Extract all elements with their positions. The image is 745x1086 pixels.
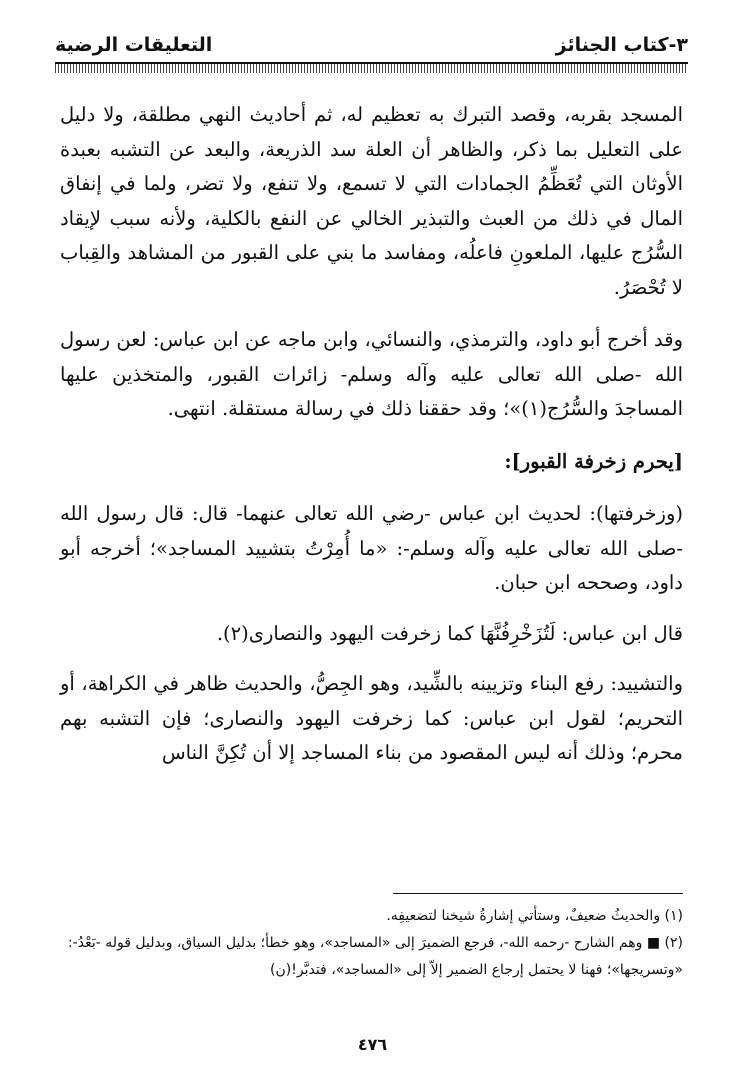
page-number: ٤٧٦ bbox=[357, 1035, 388, 1054]
paragraph: (وزخرفتها): لحديث ابن عباس -رضي الله تعالى عنهما- قال: قال رسول الله -صلى الله تعالى عليه وآله وسلم-: «ما أُمِرْتُ بتشييد المساجد»؛ أخرجه أبو داود، وصححه ابن حبان. bbox=[60, 502, 683, 594]
header-rule bbox=[55, 62, 688, 73]
footnote: (٢) ■ وهم الشارح -رحمه الله-، فرجع الضميرَ إلى «المساجد»، وهو خطأ؛ بدليل السياق، وبدليل قوله -بَعْدُ-: «وتسريجها»؛ فهنا لا يحتمل إرجاع الضمير إلاّ إلى «المساجد»، فتدبَّر!(ن) bbox=[67, 935, 683, 978]
paragraph: قال ابن عباس: لَتُزَخْرِفُنَّهَا كما زخرفت اليهود والنصارى(٢). bbox=[216, 621, 683, 645]
footnotes bbox=[60, 903, 683, 984]
paragraph: المسجد بقربه، وقصد التبرك به تعظيم له، ثم أحاديث النهي مطلقة، ولا دليل على التعليل بما ذكر، والظاهر أن العلة سد الذريعة، والبعد عن التشبه بعبدة الأوثان التي تُعَظِّمُ الجمادات التي لا تسمع، ولا تنفع، ولا تضر، ولما في إنفاق المال في ذلك من العبث والتبذير الخالي عن النفع بالكلية، ولأنه سبب لإيقاد السُّرُج عليها، الملعونِ فاعلُه، ومفاسد ما بني على القبور من المشاهد والقِباب لا تُحْصَرُ. bbox=[60, 103, 683, 299]
paragraph: والتشييد: رفع البناء وتزيينه بالشِّيد، وهو الجِصُّ، والحديث ظاهر في الكراهة، أو التحريم؛ لقول ابن عباس: كما زخرفت اليهود والنصارى؛ فإن التشبه بهم محرم؛ وذلك أنه ليس المقصود من بناء المساجد إلا أن تُكِنَّ الناس bbox=[60, 672, 683, 764]
footnote: (١) والحديثُ ضعيفٌ، وستأتي إشارةُ شيخنا لتضعيفِه. bbox=[386, 908, 683, 924]
section-heading: [يحرم زخرفة القبور]: bbox=[504, 449, 683, 473]
running-header bbox=[55, 30, 688, 60]
header-book-title: التعليقات الرضية bbox=[55, 34, 213, 56]
header-chapter: ٣-كتاب الجنائز bbox=[555, 34, 688, 56]
footnote-rule bbox=[393, 893, 683, 894]
paragraph: وقد أخرج أبو داود، والترمذي، والنسائي، وابن ماجه عن ابن عباس: لعن رسول الله -صلى الله تعالى عليه وآله وسلم- زائرات القبور، والمتخذين عليها المساجدَ والسُّرُج(١)»؛ وقد حققنا ذلك في رسالة مستقلة. انتهى. bbox=[60, 328, 683, 420]
body-text bbox=[60, 98, 683, 771]
